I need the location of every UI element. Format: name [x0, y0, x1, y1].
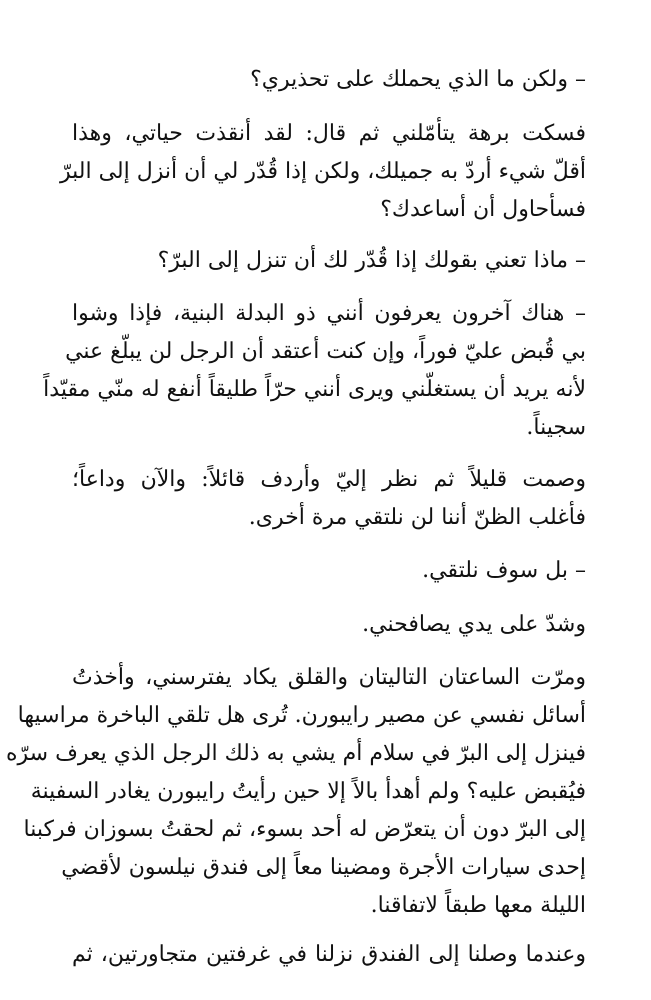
text-line: – هناك آخرون يعرفون أنني ذو البدلة البنية، فإذا وشوا — [72, 301, 586, 326]
text-line: فيُقبض عليه؟ ولم أهدأ بالاً إلا حين رأيتُ رايبورن يغادر السفينة — [30, 779, 586, 804]
text-line: فينزل إلى البرّ في سلام أم يشي به ذلك الرجل الذي يعرف سرّه — [6, 741, 586, 766]
text-line: وعندما وصلنا إلى الفندق نزلنا في غرفتين متجاورتين، ثم — [72, 942, 586, 967]
text-line: إلى البرّ دون أن يتعرّض له أحد بسوء، ثم لحقتُ بسوزان فركبنا — [23, 817, 586, 842]
text-line: فسأحاول أن أساعدك؟ — [380, 197, 586, 222]
text-line: – ماذا تعني بقولك إذا قُدّر لك أن تنزل إلى البرّ؟ — [157, 248, 586, 273]
text-line: – بل سوف نلتقي. — [422, 558, 586, 583]
text-line: ومرّت الساعتان التاليتان والقلق يكاد يفترسني، وأخذتُ — [72, 665, 586, 690]
text-line: إحدى سيارات الأجرة ومضينا معاً إلى فندق نيلسون لأقضي — [61, 855, 586, 880]
text-line: الليلة معها طبقاً لاتفاقنا. — [370, 893, 586, 918]
text-line: بي قُبض عليّ فوراً، وإن كنت أعتقد أن الرجل لن يبلّغ عني — [65, 339, 586, 364]
text-line: أقلّ شيء أردّ به جميلك، ولكن إذا قُدّر لي أن أنزل إلى البرّ — [59, 159, 586, 184]
text-line: أسائل نفسي عن مصير رايبورن. تُرى هل تلقي الباخرة مراسيها — [17, 703, 586, 728]
text-line: فأغلب الظنّ أننا لن نلتقي مرة أخرى. — [248, 505, 586, 530]
text-line: وصمت قليلاً ثم نظر إليّ وأردف قائلاً: والآن وداعاً؛ — [72, 467, 586, 492]
text-line: – ولكن ما الذي يحملك على تحذيري؟ — [250, 67, 586, 92]
text-line: سجيناً. — [526, 415, 586, 440]
text-line: لأنه يريد أن يستغلّني ويرى أنني حرّاً طليقاً أنفع له منّي مقيّداً — [43, 377, 586, 402]
text-line: فسكت برهة يتأمّلني ثم قال: لقد أنقذت حياتي، وهذا — [72, 121, 586, 146]
text-line: وشدّ على يدي يصافحني. — [362, 612, 586, 637]
